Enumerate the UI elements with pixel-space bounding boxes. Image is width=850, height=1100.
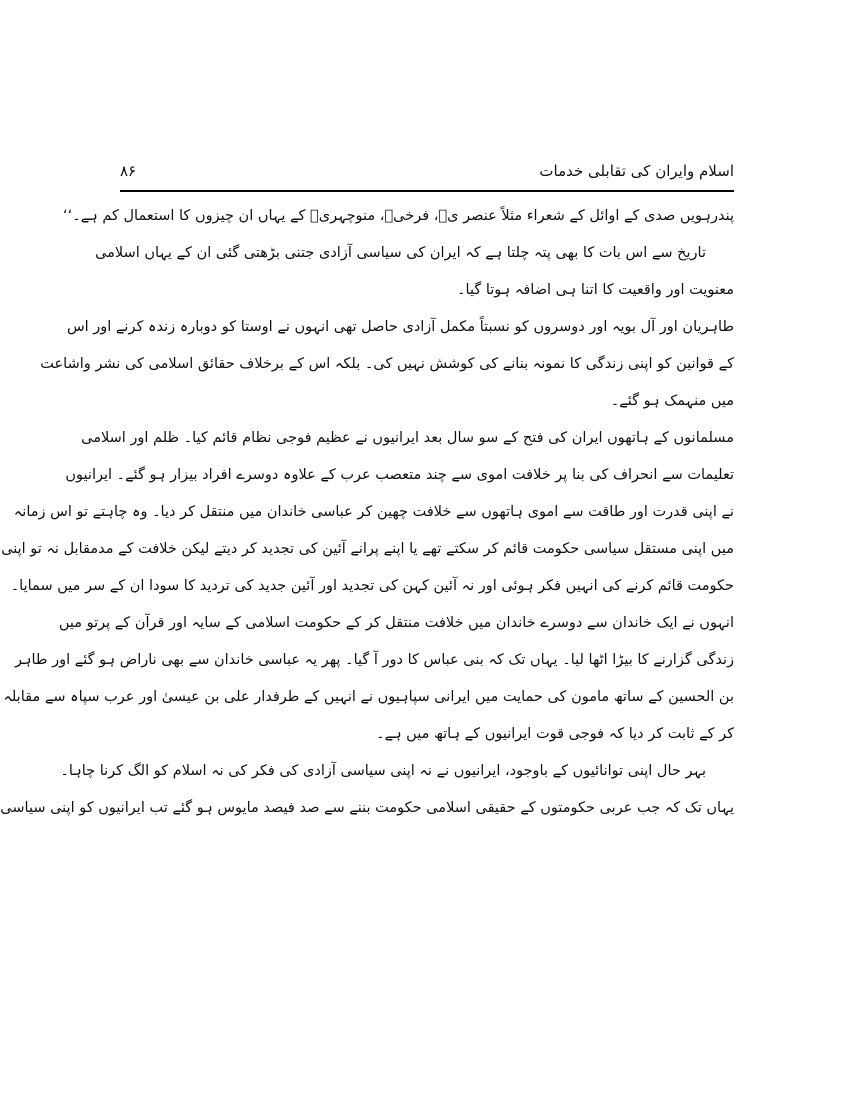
text-line: میں منہمک ہو گئے۔	[610, 393, 734, 409]
text-line: یہاں تک کہ جب عربی حکومتوں کے حقیقی اسلامی حکومت بننے سے صد فیصد مایوس ہو گئے تب ایرانیوں کو اپنی سیاسی	[0, 800, 734, 816]
page-number: ۸۶	[120, 162, 137, 180]
text-line: معنویت اور واقعیت کا اتنا ہی اضافہ ہوتا گیا۔	[457, 282, 734, 298]
text-line: کر کے ثابت کر دیا کہ فوجی قوت ایرانیوں کے ہاتھ میں ہے۔	[376, 726, 734, 742]
running-header	[120, 158, 734, 188]
text-line: زندگی گزارنے کا بیڑا اٹھا لیا۔ یہاں تک کہ بنی عباس کا دور آ گیا۔ پھر یہ عباسی خاندان سے بھی ناراض ہو گئے اور طاہر	[15, 652, 734, 668]
text-line: انہوں نے ایک خاندان سے دوسرے خاندان میں خلافت منتقل کر کے حکومت اسلامی کے سایہ اور قرآن کے پرتو میں	[58, 615, 734, 631]
text-line: بن الحسین کے ساتھ مامون کی حمایت میں ایرانی سپاہیوں نے انہیں کے طرفدار علی بن عیسیٰ اور عرب سپاہ سے مقابلہ	[3, 689, 734, 705]
text-line: بہر حال اپنی توانائیوں کے باوجود، ایرانیوں نے نہ اپنی سیاسی آزادی کی فکر کی نہ اسلام کو الگ کرنا چاہا۔	[60, 763, 706, 779]
text-line: مسلمانوں کے ہاتھوں ایران کی فتح کے سو سال بعد ایرانیوں نے عظیم فوجی نظام قائم کیا۔ ظلم اور اسلامی	[81, 430, 734, 446]
header-title: اسلام وایران کی تقابلی خدمات	[539, 162, 734, 180]
text-line: پندرہویں صدی کے اوائل کے شعراء مثلاً عنصر یؔ، فرخیؔ، منوچہریؔ کے یہاں ان چیزوں کا استعمال کم ہے۔‘‘	[63, 208, 734, 224]
text-line: میں اپنی مستقل سیاسی حکومت قائم کر سکتے تھے یا اپنے پرانے آئین کی تجدید کر دیتے لیکن خلافت کے مدمقابل نہ تو اپنی	[1, 541, 734, 557]
text-line: حکومت قائم کرنے کی انہیں فکر ہوئی اور نہ آئین کہن کی تجدید اور آئین جدید کی تردید کا سودا ان کے سر میں سمایا۔	[10, 578, 734, 594]
header-rule	[120, 190, 734, 192]
text-line: نے اپنی قدرت اور طاقت سے اموی ہاتھوں سے خلافت چھین کر عباسی خاندان میں منتقل کر دیا۔ وہ چاہتے تو اس زمانہ	[13, 504, 734, 520]
text-line: کے قوانین کو اپنی زندگی کا نمونہ بنانے کی کوشش نہیں کی۔ بلکہ اس کے برخلاف حقائق اسلامی کی نشر واشاعت	[40, 356, 734, 372]
text-line: تعلیمات سے انحراف کی بنا پر خلافت اموی سے چند متعصب عرب کے علاوہ دوسرے افراد بیزار ہو گئے۔ ایرانیوں	[65, 467, 734, 483]
body-text	[0, 198, 734, 827]
text-line: تاریخ سے اس بات کا بھی پتہ چلتا ہے کہ ایران کی سیاسی آزادی جتنی بڑھتی گئی ان کے یہاں اسلامی	[95, 245, 706, 261]
text-line: طاہریان اور آل بویہ اور دوسروں کو نسبتاً مکمل آزادی حاصل تھی انہوں نے اوستا کو دوبارہ زندہ کرنے اور اس	[66, 319, 734, 335]
